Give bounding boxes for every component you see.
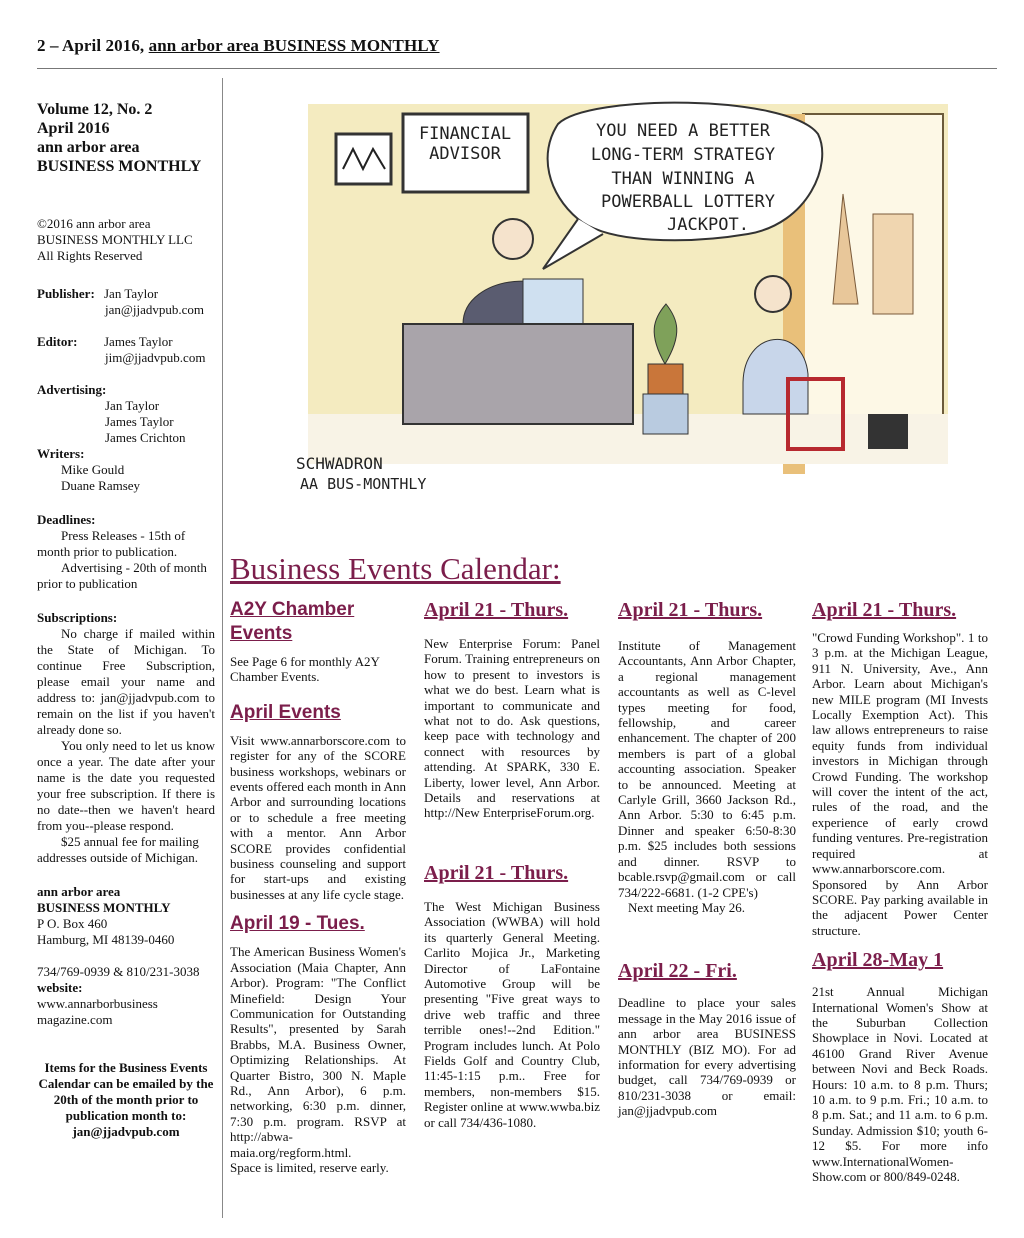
copyright-line-1: ©2016 ann arbor area bbox=[37, 216, 151, 231]
editor-block bbox=[37, 334, 215, 366]
calendar-column-1 bbox=[230, 598, 406, 1175]
calendar-column-2 bbox=[424, 598, 600, 1130]
cartoon-plant-pot bbox=[648, 364, 683, 394]
event-heading: April 21 - Thurs. bbox=[812, 599, 957, 621]
event-heading: April 21 - Thurs. bbox=[618, 599, 763, 621]
masthead-line-1: ann arbor area bbox=[37, 139, 140, 156]
advertising-name: Jan Taylor bbox=[105, 398, 160, 413]
cartoon-advisor-head bbox=[493, 219, 533, 259]
publisher-label: Publisher: bbox=[37, 286, 95, 301]
subscriptions-label: Subscriptions: bbox=[37, 610, 118, 625]
rights-line: All Rights Reserved bbox=[37, 248, 143, 263]
bubble-line-1: YOU NEED A BETTER bbox=[596, 121, 770, 141]
event-heading: April 22 - Fri. bbox=[618, 960, 737, 983]
event-text: Deadline to place your sales message in the May 2016 issue of ann arbor area BUSINESS MONTHLY (BIZ MO). For ad information for every advertising budget, call 734/769-0939 or 810/231-3038 or email: jan@jjadvpub.com bbox=[618, 995, 796, 1119]
event-heading: April 21 - Thurs. bbox=[424, 599, 569, 621]
cartoon-signature: SCHWADRON bbox=[296, 454, 383, 473]
event-text: Next meeting May 26. bbox=[628, 899, 745, 915]
cartoon-chart-picture bbox=[336, 134, 391, 184]
advertising-name: James Taylor bbox=[105, 414, 174, 429]
cartoon-client-head bbox=[755, 276, 791, 312]
editor-label: Editor: bbox=[37, 334, 78, 349]
bubble-line-4: POWERBALL LOTTERY bbox=[601, 192, 775, 212]
masthead-line-2: BUSINESS MONTHLY bbox=[37, 158, 202, 175]
event-heading: April 19 - Tues. bbox=[230, 913, 365, 935]
publisher-block bbox=[37, 286, 215, 318]
deadline-press: Press Releases - 15th of month prior to publication. bbox=[37, 528, 186, 559]
advertising-label: Advertising: bbox=[37, 382, 107, 397]
website-line-1: www.annarborbusiness bbox=[37, 996, 158, 1011]
copyright-block bbox=[37, 216, 215, 264]
cartoon-building bbox=[873, 214, 913, 314]
deadline-ads: Advertising - 20th of month prior to publication bbox=[37, 560, 207, 591]
deadlines-label: Deadlines: bbox=[37, 512, 96, 527]
writer-name: Mike Gould bbox=[61, 462, 125, 477]
address-line-3: P O. Box 460 bbox=[37, 916, 108, 931]
issue-date: April 2016 bbox=[37, 120, 110, 137]
subscriptions-fee: $25 annual fee for mailing addresses outside of Michigan. bbox=[37, 834, 199, 865]
cartoon-credit: AA BUS-MONTHLY bbox=[300, 475, 427, 493]
website-line-2: magazine.com bbox=[37, 1012, 113, 1027]
calendar-column-4 bbox=[812, 598, 988, 1184]
address-line-2: BUSINESS MONTHLY bbox=[37, 900, 171, 915]
event-heading: A2Y Chamber Events bbox=[230, 599, 355, 644]
bubble-line-2: LONG-TERM STRATEGY bbox=[590, 145, 776, 165]
header-publication: ann arbor area BUSINESS MONTHLY bbox=[148, 36, 440, 55]
bubble-line-3: THAN WINNING A bbox=[611, 169, 755, 189]
publisher-email: jan@jjadvpub.com bbox=[105, 302, 204, 317]
bubble-line-5: JACKPOT. bbox=[667, 215, 749, 235]
header-prefix: 2 – April 2016, bbox=[37, 36, 149, 55]
calendar-column-3 bbox=[618, 598, 796, 1119]
advertising-name: James Crichton bbox=[105, 430, 186, 445]
cartoon-illustration bbox=[288, 84, 958, 500]
sidebar-divider bbox=[222, 78, 223, 1218]
event-heading: April Events bbox=[230, 701, 341, 723]
event-text: "Crowd Funding Workshop". 1 to 3 p.m. at the Michigan League, 911 N. University, Ave., Ann Arbor. Learn about Michigan's new MILE program (MI Invests Locally Exemption Act). This law allows entrepreneurs to raise equity funds from individual investors in Michigan through Crowd Funding. The workshop will cover the intent of the act, rules of the road, and the experience of early crowd funding ventures. Pre-registration required at www.annarborscore.com. Sponsored by Ann Arbor SCORE. Pay parking available in the adjacent Power Center structure. bbox=[812, 630, 988, 938]
copyright-line-2: BUSINESS MONTHLY LLC bbox=[37, 232, 193, 247]
header-divider bbox=[37, 68, 997, 69]
subscriptions-block bbox=[37, 610, 215, 866]
event-text: The American Business Women's Association (Maia Chapter, Ann Arbor). Program: "The Conflict Minefield: Design Your Communication for Outstanding Results", presented by Sarah Brabbs, M.A. Business Owner, Optimizing Relationships. At Quarter Bistro, 300 N. Maple Rd., Ann Arbor), 6 p.m. networking, 6:30 p.m. dinner, 7:30 p.m. program. RSVP at http://abwa-maia.org/regform.html. bbox=[230, 944, 406, 1160]
event-heading: April 21 - Thurs. bbox=[424, 861, 569, 884]
cartoon-stand bbox=[643, 394, 688, 434]
website-label: website: bbox=[37, 980, 83, 995]
subscriptions-paragraph: You only need to let us know once a year. The date after your name is the date you requested your free subscription. If there is no date--then we haven't heard from you--please respond. bbox=[37, 738, 215, 833]
phone-numbers: 734/769-0939 & 810/231-3038 bbox=[37, 964, 200, 979]
editor-email: jim@jjadvpub.com bbox=[105, 350, 206, 365]
writer-name: Duane Ramsey bbox=[61, 478, 141, 493]
page-header bbox=[37, 36, 440, 56]
cartoon-briefcase bbox=[868, 414, 908, 449]
cartoon-desk bbox=[403, 324, 633, 424]
publisher-name: Jan Taylor bbox=[104, 286, 159, 301]
editor-name: James Taylor bbox=[104, 334, 173, 349]
event-text: Space is limited, reserve early. bbox=[230, 1159, 389, 1175]
event-text: The West Michigan Business Association (WWBA) will hold its quarterly General Meeting. Carlito Mojica Jr., Marketing Director of LaFontaine Automotive Group will be presenting "Five great ways to drive web traffic and three terrible ones!--2nd Edition." Program includes lunch. At Polo Fields Golf and Country Club, 11:45-1:15 p.m.. Free for members, non-members $15. Register online at www.wwba.biz or call 734/436-1080. bbox=[424, 898, 600, 1130]
cartoon-computer bbox=[523, 279, 583, 324]
cartoon-sign-line-2: ADVISOR bbox=[429, 144, 501, 164]
event-text: Visit www.annarborscore.com to register for any of the SCORE business workshops, webinars or events offered each month in Ann Arbor and surrounding locations or to schedule a free meeting with a mentor. Ann Arbor SCORE provides confidential business counseling and support for start-ups and existing businesses at any life cycle stage. bbox=[230, 732, 406, 902]
masthead-sidebar bbox=[37, 100, 215, 1140]
address-line-1: ann arbor area bbox=[37, 884, 121, 899]
calendar-submission-note: Items for the Business Events Calendar can be emailed by the 20th of the month prior to publication month to: jan@jjadvpub.com bbox=[38, 1060, 214, 1139]
cartoon-sign-line-1: FINANCIAL bbox=[418, 124, 512, 144]
event-text: New Enterprise Forum: Panel Forum. Training entrepreneurs on how to present to investors is what we do best. Learn what is important to communicate and what not to do. Ask questions, keep pace with technology and connect with resources by attending. At SPARK, 330 E. Liberty, lower level, Ann Arbor. Details and reservations at http://New EnterpriseForum.org. bbox=[424, 636, 600, 821]
advertising-block bbox=[37, 382, 215, 494]
volume-line: Volume 12, No. 2 bbox=[37, 101, 153, 118]
event-text: 21st Annual Michigan International Women's Show at the Suburban Collection Showplace in Novi. Located at 46100 Grand River Avenue between Novi and Beck Roads. Hours: 10 a.m. to 8 p.m. Thurs; 10 a.m. to 9 p.m. Fri.; 10 a.m. to 8 p.m. Sat.; and 11 a.m. to 6 p.m. Sunday. Admission $10; youth 6-12 $5. For more info www.InternationalWomen-Show.com or 800/849-0248. bbox=[812, 984, 988, 1184]
subscriptions-paragraph: No charge if mailed within the State of Michigan. To continue Free Subscription, please email your name and address to: jan@jjadvpub.com to remain on the list if you haven't already done so. bbox=[37, 626, 215, 737]
writers-label: Writers: bbox=[37, 446, 85, 461]
calendar-title: Business Events Calendar: bbox=[230, 551, 561, 586]
mailing-address bbox=[37, 884, 215, 1028]
event-heading: April 28-May 1 bbox=[812, 949, 944, 972]
address-line-4: Hamburg, MI 48139-0460 bbox=[37, 932, 175, 947]
event-text: See Page 6 for monthly A2Y Chamber Events. bbox=[230, 654, 380, 685]
deadlines-block bbox=[37, 512, 215, 592]
event-text: Institute of Management Accountants, Ann Arbor Chapter, a regional management accountants as well as C-level types meeting for food, fellowship, and career enhancement. The chapter of 200 members is part of a global accounting association. Speaker to be announced. Meeting at Carlyle Grill, 3660 Jackson Rd., Ann Arbor. 5:30 to 6:45 p.m. Dinner and speaker 6:50-8:30 p.m. $25 includes both sessions and dinner. RSVP to bcable.rsvp@gmail.com or call 734/222-6681. (1-2 CPE's) bbox=[618, 638, 796, 900]
